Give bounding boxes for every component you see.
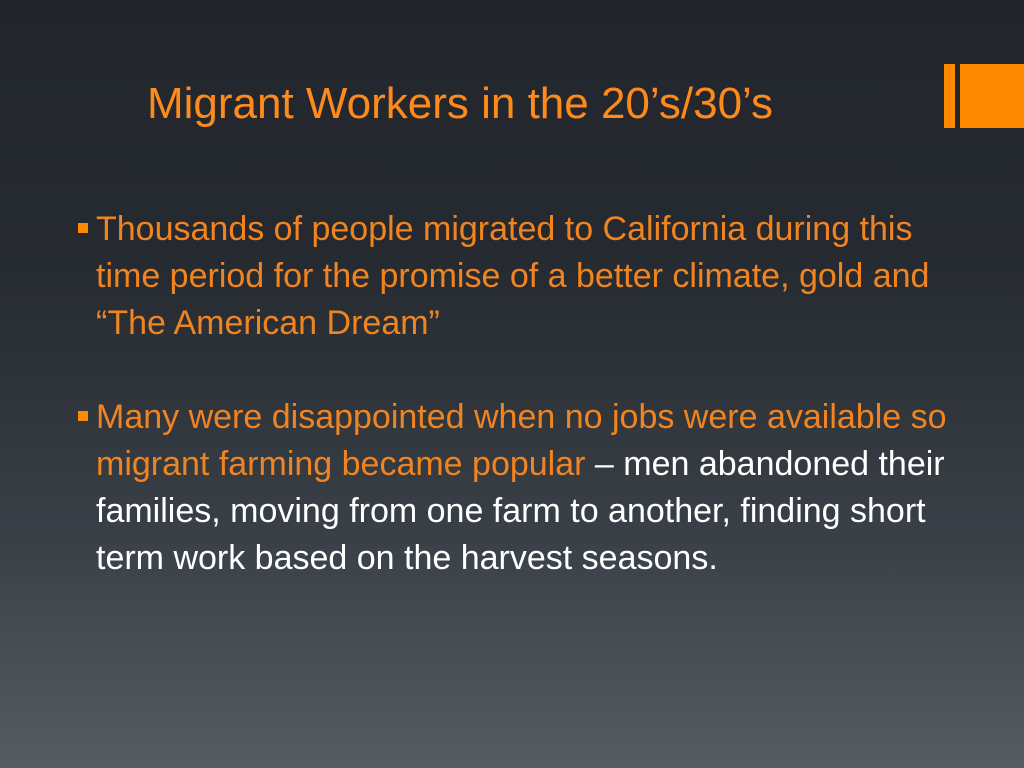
- square-bullet-icon: [78, 223, 88, 233]
- bullet-rest-text: – men abandoned their families, moving from one farm to another, finding short term work based on the harvest seasons.: [96, 445, 945, 577]
- bullet-item: [76, 206, 956, 347]
- bullet-list: [76, 206, 956, 629]
- slide-title: Migrant Workers in the 20’s/30’s: [146, 79, 774, 128]
- bullet-highlight-text: Thousands of people migrated to California during this time period for the promise of a better climate, gold and “The American Dream”: [96, 210, 930, 342]
- accent-bar-thick: [960, 64, 1024, 128]
- accent-bar-thin: [944, 64, 955, 128]
- bullet-item: [76, 394, 956, 582]
- double-bar-accent-icon: [944, 64, 1024, 128]
- bullet-highlight-text: Many were disappointed when no jobs were available so migrant farming became popular: [96, 398, 947, 483]
- square-bullet-icon: [78, 411, 88, 421]
